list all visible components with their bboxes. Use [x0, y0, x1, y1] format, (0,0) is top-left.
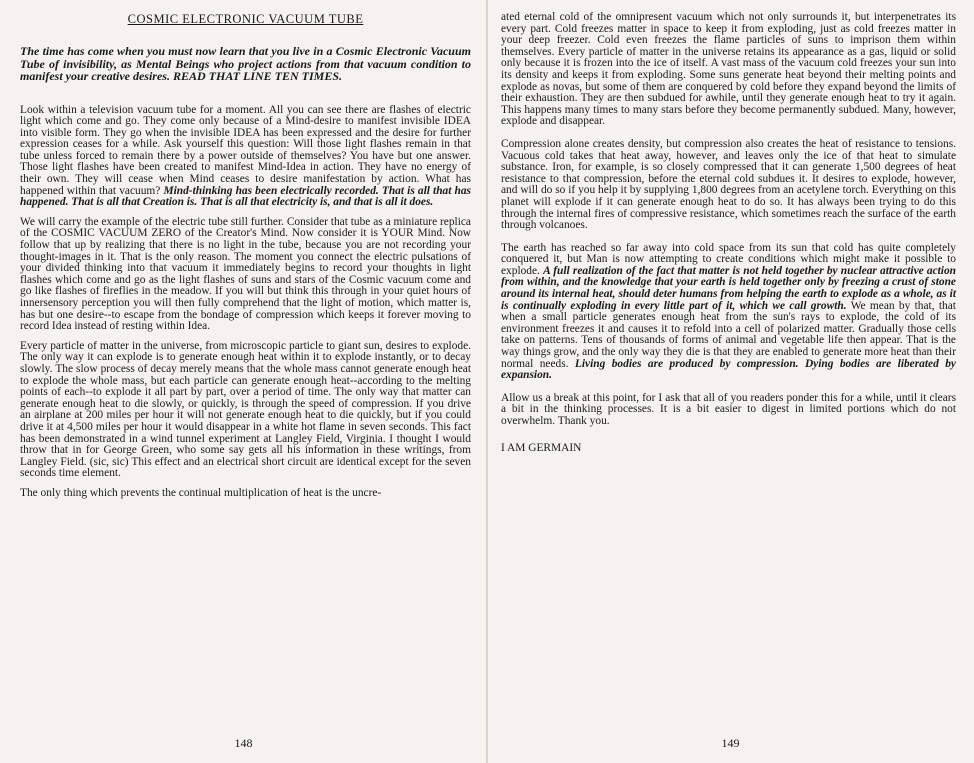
intro-paragraph: The time has come when you must now learn that you live in a Cosmic Electronic Vacuum Tube of invisibility, as Mental Beings who project actions from that vacuum condition to manifest your creative desires. READ THAT LINE TEN TIMES.: [20, 44, 471, 83]
body-paragraph-4: The only thing which prevents the continual multiplication of heat is the uncre-: [20, 486, 382, 499]
body-paragraph-1: Look within a television vacuum tube for a moment. All you can see there are flashes of electric light which come and go. They come only because of a Mind-desire to manifest invisible IDEA into visible form. They go when the invisible IDEA has been expressed and the desire for further expression ceases for a while. Ask yourself this question: Will those light flashes remain in that tube unless forced to remain there by a power outside of themselves? You have but one answer. Those light flashes have been created to manifest Mind-Idea in action. They have no energy of their own. They will cease when Mind ceases to desire manifestation by action. What has happened within that vacuum? Mind-thinking has been electrically recorded. That is all that has happened. That is all that Creation is. That is all that electricity is, and that is all it does.: [20, 103, 471, 209]
body-paragraph-compression: Compression alone creates density, but compression also creates the heat of resistance to tensions. Vacuous cold takes that heat away, however, and leaves only the ice of that heat to simulate substance. Iron, for example, is so closely compressed that it can generate 1,500 degrees of heat resistance to that compression, before the eternal cold subdues it. It desires to explode, however, and will do so if you help it by supplying 1,800 degrees from an acetylene torch. Everything on this planet will explode if it can generate enough heat to do so. It has always been trying to do this through the internal fires of compressive resistance, which sometimes reach the surface of the earth through volcanoes.: [501, 137, 956, 232]
right-page: [487, 0, 974, 763]
body-paragraph-continued: ated eternal cold of the omnipresent vacuum which not only surrounds it, but interpenetrates its every part. Cold freezes matter in space to keep it from exploding, just as cold freezes matter in your deep freezer. Cold even freezes the flame particles of suns to imprison them within themselves. Every particle of matter in the universe retains its appearance as a gas, liquid or solid only because it is frozen into the ice of itself. A vast mass of the vacuum cold freezes your sun into its density and keeps it from exploding. Some suns generate heat beyond their melting points and explode as novas, but some of them are conquered by cold before they expand beyond the limits of their exhaustion. They are then subdued for awhile, until they generate enough heat to try it again. This happens many times to many stars before they become permanently subdued. Many, however, explode and disappear.: [501, 11, 956, 128]
page-title: COSMIC ELECTRONIC VACUUM TUBE: [127, 12, 364, 26]
emphasis-text: Living bodies are produced by compression. Dying bodies are liberated by expansion.: [501, 357, 956, 382]
page-number-right: 149: [721, 736, 740, 750]
emphasis-text: Mind-thinking has been electrically recorded. That is all that has happened. That is all that Creation is. That is all that electricity is, and that is all it does.: [20, 184, 471, 209]
body-paragraph-2: We will carry the example of the electric tube still further. Consider that tube as a miniature replica of the COSMIC VACUUM ZERO of the Creator's Mind. Now consider it is YOUR Mind. Now follow that up by realizing that there is no light in the tube, because you are not recording your thought-images in it. That is the only reason. The moment you connect the electric pulsations of your divided thinking into that vacuum it immediately begins to record your thoughts in light flashes which come and go as the light flashes of suns and stars of the Cosmic vacuum come and go like flashes of fireflies in the meadow. If you will but think this through in your quiet hours of innersensory perception you will then fully comprehend that the light of motion, which matter is, has but one desire--to escape from the bondage of compression which keeps it forever moving to record Idea instead of resting within Idea.: [20, 215, 471, 333]
break-note: Allow us a break at this point, for I ask that all of you readers ponder this for a while, until it clears a bit in the thinking processes. It is a bit easier to digest in limited portions which do not overwhelm. Thank you.: [501, 391, 956, 427]
signoff: I AM GERMAIN: [501, 441, 582, 454]
emphasis-text: A full realization of the fact that matter is not held together by nuclear attractive action from within, and the knowledge that your earth is held together only by freezing a crust of stone around its internal heat, should deter humans from helping the earth to explode as a whole, as it is continually exploding in every little part of it, which we call growth.: [501, 264, 956, 312]
body-paragraph-earth: The earth has reached so far away into cold space from its sun that cold has quite completely conquered it, but Man is now attempting to create conditions which might make it possible to explode. A full realization of the fact that matter is not held together by nuclear attractive action from within, and the knowledge that your earth is held together only by freezing a crust of stone around its internal heat, should deter humans from helping the earth to explode as a whole, as it is continually exploding in every little part of it, which we call growth. We mean by that, that when a small particle generates enough heat from the sun's rays to explode, the cold of its environment freezes it and causes it to refold into a cell of polarized matter. Gradually those cells take on patterns. Tens of thousands of forms of animal and vegetable life then appear. That is the way things grow, and the only way they die is that they are enabled to generate more heat than their normal needs. Living bodies are produced by compression. Dying bodies are liberated by expansion.: [501, 241, 956, 382]
body-paragraph-3: Every particle of matter in the universe, from microscopic particle to giant sun, desires to explode. The only way it can explode is to generate enough heat within it to explode instantly, or to decay slowly. The slow process of decay merely means that the whole mass cannot generate enough heat to explode the whole mass, but each particle can generate enough heat--according to the melting points of each--to explode it all part by part, over a period of time. The only way that matter can generate enough heat to die slowly, or quickly, is through the speed of compression. If you drive an airplane at 200 miles per hour it will not generate enough heat to die quickly, but if you could drive it at 4,500 miles per hour it would disappear in a white hot flame in seven seconds. This fact has been demonstrated in a wind tunnel experiment at Langley Field, Virginia. I thought I would throw that in for George Green, who some say gets all his information in these writings, from Langley Field. (sic, sic) This effect and an electrical short circuit are identical except for the seven seconds time element.: [20, 339, 471, 480]
page-number-left: 148: [234, 736, 253, 750]
